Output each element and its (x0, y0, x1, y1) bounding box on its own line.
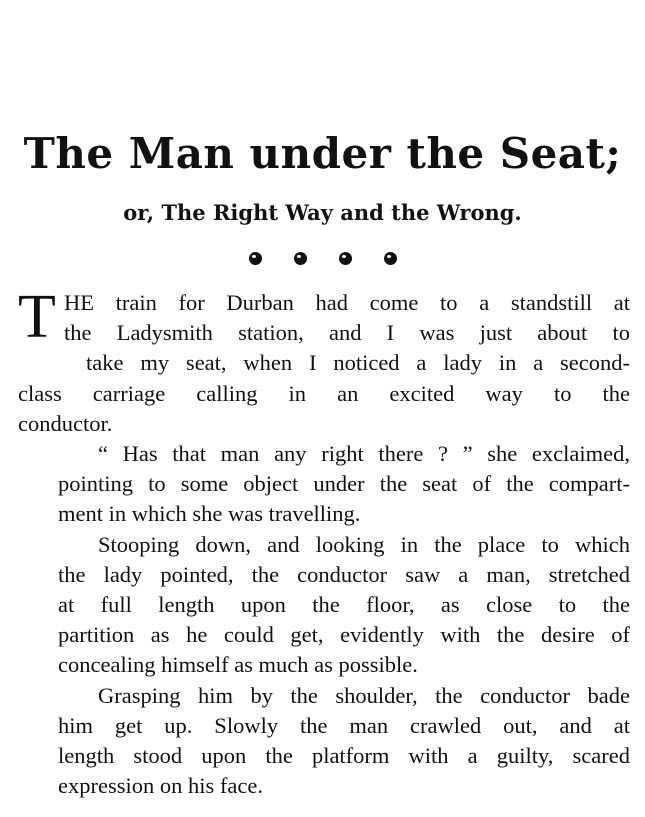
text-line: take my seat, when I noticed a lady in a second- (86, 350, 630, 376)
chapter-subtitle: or, The Right Way and the Wrong. (123, 200, 522, 225)
text-line: Stooping down, and looking in the place to which (98, 531, 630, 557)
circle-dot-icon (384, 252, 397, 265)
paragraph (18, 283, 630, 439)
circle-dot-icon (339, 252, 352, 265)
ornament-divider (0, 252, 645, 272)
text-line: length stood upon the platform with a guilty, scared (58, 743, 630, 769)
chapter-title: The Man under the Seat; (23, 129, 622, 178)
circle-dot-icon (294, 252, 307, 265)
text-line: conductor. (18, 410, 113, 436)
text-line: class carriage calling in an excited way to the (18, 380, 630, 406)
body-text (18, 283, 630, 801)
text-line: expression on his face. (58, 773, 263, 799)
text-line: ment in which she was travelling. (58, 501, 361, 527)
text-line: at full length upon the floor, as close to the (58, 592, 630, 618)
paragraph (18, 530, 630, 681)
text-line: him get up. Slowly the man crawled out, and at (58, 712, 630, 738)
circle-dot-icon (249, 252, 262, 265)
text-line: the lady pointed, the conductor saw a man, stretched (58, 561, 630, 587)
text-line: partition as he could get, evidently with the desire of (58, 622, 630, 648)
text-line: Grasping him by the shoulder, the conductor bade (98, 682, 630, 708)
text-line: the Ladysmith station, and I was just about to (64, 320, 630, 346)
drop-cap: T (18, 283, 56, 351)
text-line: “ Has that man any right there ? ” she exclaimed, (98, 441, 630, 467)
paragraph (18, 681, 630, 802)
text-line: HE train for Durban had come to a standstill at (64, 290, 630, 315)
text-line: concealing himself as much as possible. (58, 652, 418, 678)
paragraph (18, 439, 630, 530)
text-line: pointing to some object under the seat of the compart- (58, 471, 630, 497)
